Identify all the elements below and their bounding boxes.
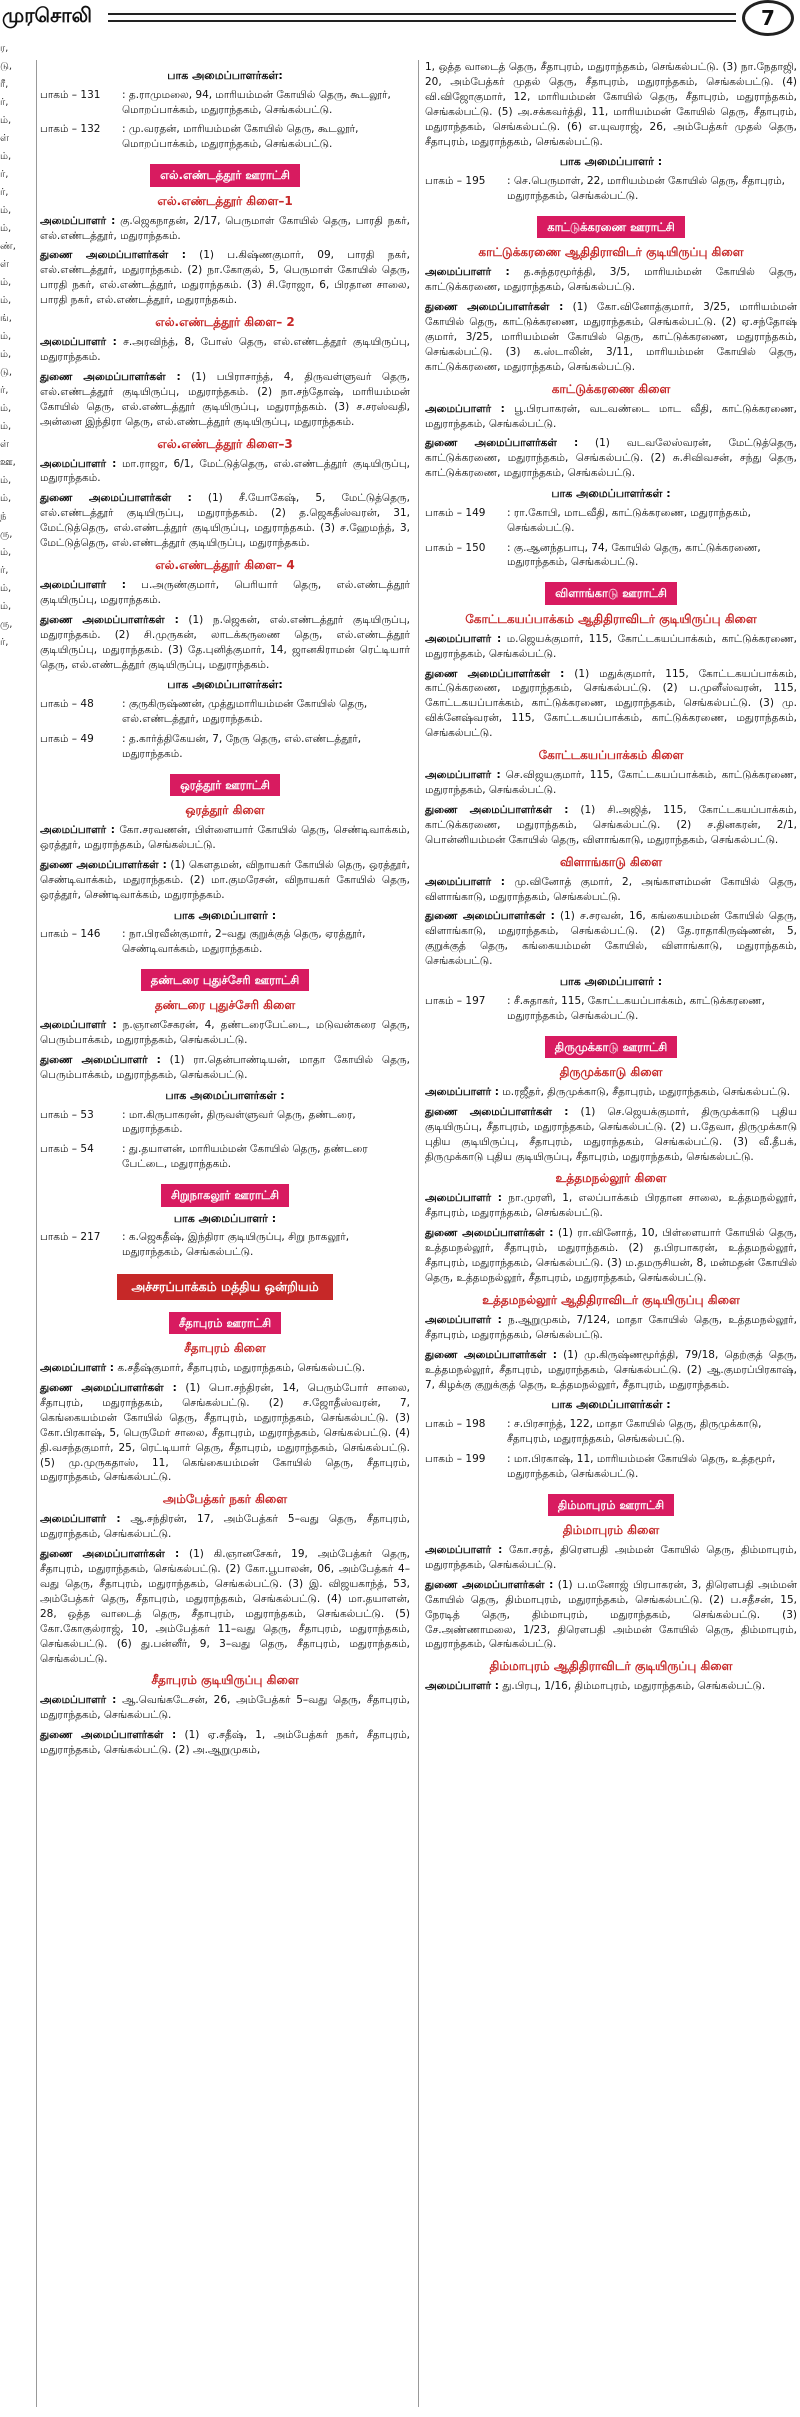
fragment-text: ம்,	[0, 223, 12, 234]
entry-label: அமைப்பாளர் :	[40, 1694, 117, 1707]
branch-heading: எல்.எண்டத்தூர் கிளை–3	[157, 436, 293, 451]
booth-organiser: : க.ஜெகதீஷ், இந்திரா குடியிருப்பு, சிறு நாகலூர், மதுராந்தகம், செங்கல்பட்டு.	[122, 1231, 350, 1259]
organiser-entry	[40, 1693, 410, 1723]
fragment-text: ம்,	[0, 277, 12, 288]
entry-text: (1) ப.மனோஜ் பிரபாகரன், 3, திரௌபதி அம்மன் கோயில் தெரு, திம்மாபுரம், மதுராந்தகம், செங்கல்பட்டு. (2) ப.சதீசன், 15, நேரடித் தெரு, திம்மாபுரம், மதுராந்தகம், செங்கல்பட்டு. (3) சே.அண்ணாமலை, 1/23, திரௌபதி அம்மன் கோயில் தெரு, திம்மாபுரம், மதுராந்தகம், செங்கல்பட்டு.	[425, 1578, 797, 1651]
fragment-text: ண்,	[0, 241, 16, 252]
section-heading: பாக அமைப்பாளர்கள் :	[551, 1398, 671, 1412]
section-heading: பாக அமைப்பாளர் :	[559, 975, 663, 989]
entry-label: அமைப்பாளர் :	[425, 1192, 502, 1205]
booth-number: பாகம் – 197	[425, 994, 486, 1007]
branch-heading: தண்டரை புதுச்சேரி கிளை	[154, 998, 296, 1013]
entry-label: அமைப்பாளர் :	[40, 336, 117, 349]
fragment-text: ம்,	[0, 493, 12, 504]
fragment-text: ர்,	[0, 187, 9, 198]
entry-text: (1) சி.அஜித், 115, கோட்டகயப்பாக்கம், காட்டுக்கரணை, மதுராந்தகம், செங்கல்பட்டு. (2) ச.தினகரன், 2/1, பொன்னியம்மன் கோயில் தெரு, விளாங்காடு, மதுராந்தகம், செங்கல்பட்டு.	[425, 803, 797, 846]
column-divider	[36, 60, 37, 2407]
deputy-entry	[425, 436, 797, 481]
fragment-text: ம்,	[0, 583, 12, 594]
organiser-entry	[40, 1361, 410, 1376]
booth-organiser: : நா.பிரவீன்குமார், 2–வது குறுக்குத் தெரு, ஏரத்தூர், செண்டிவாக்கம், மதுராந்தகம்.	[122, 928, 366, 956]
fragment-text: ந்	[0, 511, 7, 522]
fragment-text: ம்,	[0, 421, 12, 432]
fragment-text: ம்,	[0, 349, 12, 360]
fragment-text: ர்,	[0, 169, 9, 180]
entry-label: அமைப்பாளர் :	[40, 1019, 117, 1032]
fragment-text: ரு,	[0, 619, 13, 630]
entry-text: (1) பொ.சந்திரன், 14, பெரும்போர் சாலை, சீதாபுரம், மதுராந்தகம், செங்கல்பட்டு. (2) ச.ஜோதீஸ்வரன், 7, கெங்கையம்மன் கோயில் தெரு, சீதாபுரம், மதுராந்தகம், செங்கல்பட்டு. (3) கோ.பிரகாஷ், 5, பெருமேர் சாலை, சீதாபுரம், மதுராந்தகம், செங்கல்பட்டு. (4) தி.வசந்தகுமார், 25, ரெட்டியார் தெரு, சீதாபுரம், மதுராந்தகம், செங்கல்பட்டு. (5) மு.முருகதாஸ், 11, கெங்கையம்மன் கோயில் தெரு, சீதாபுரம், மதுராந்தகம், செங்கல்பட்டு.	[40, 1381, 410, 1484]
booth-organiser: : சீ.சுதாகர், 115, கோட்டகயப்பாக்கம், காட்டுக்கரணை, மதுராந்தகம், செங்கல்பட்டு.	[507, 994, 765, 1022]
organiser-entry	[425, 1679, 797, 1694]
booth-organiser: : குருகிருஷ்ணன், முத்துமாரியம்மன் கோயில் தெரு, எல்.எண்டத்தூர், மதுராந்தகம்.	[122, 698, 368, 725]
entry-text: மா.ராஜா, 6/1, மேட்டுத்தெரு, எல்.எண்டத்தூர் குடியிருப்பு, மதுராந்தகம்.	[40, 457, 410, 485]
deputy-entry	[40, 1728, 410, 1758]
entry-label: துணை அமைப்பாளர்கள் :	[425, 1227, 554, 1240]
organiser-entry	[425, 265, 797, 295]
entry-label: அமைப்பாளர் :	[425, 769, 501, 782]
deputy-entry	[425, 1348, 797, 1393]
section-heading: பாக அமைப்பாளர்கள்:	[167, 678, 283, 692]
branch-heading: எல்.எண்டத்தூர் கிளை– 2	[155, 315, 295, 330]
entry-text: க.சதீஷ்குமார், சீதாபுரம், மதுராந்தகம், செங்கல்பட்டு.	[113, 1362, 366, 1375]
entry-text: து.பிரபு, 1/16, திம்மாபுரம், மதுராந்தகம், செங்கல்பட்டு.	[498, 1680, 766, 1693]
deputy-entry	[40, 491, 410, 551]
entry-label: துணை அமைப்பாளர்கள் :	[40, 1381, 177, 1394]
branch-heading: அம்பேத்கர் நகர் கிளை	[162, 1492, 288, 1507]
entry-text: கு.ஜெகநாதன், 2/17, பெருமாள் கோயில் தெரு, பாரதி நகர், எல்.எண்டத்தூர், மதுராந்தகம்.	[40, 214, 411, 242]
section-heading: பாக அமைப்பாளர்கள்:	[167, 69, 283, 82]
deputy-entry	[425, 300, 797, 375]
entry-text: ம.ஜெயக்குமார், 115, கோட்டகயப்பாக்கம், காட்டுக்கரணை, மதுராந்தகம், செங்கல்பட்டு.	[425, 632, 798, 660]
newspaper-name: முரசொலி	[2, 3, 92, 27]
entry-label: துணை அமைப்பாளர்கள் :	[40, 370, 181, 383]
organiser-entry	[425, 1191, 797, 1221]
entry-label: அமைப்பாளர் :	[425, 1680, 499, 1693]
panchayat-heading: திம்மாபுரம் ஊராட்சி	[425, 1494, 797, 1516]
entry-label: அமைப்பாளர் :	[40, 579, 126, 591]
entry-text: கோ.சரவணன், பிள்ளையார் கோயில் தெரு, செண்டிவாக்கம், ஒரத்தூர், மதுராந்தகம், செங்கல்பட்டு.	[40, 824, 411, 851]
fragment-text: ள்	[0, 439, 10, 450]
masthead	[0, 0, 800, 34]
entry-label: துணை அமைப்பாளர்கள் :	[40, 858, 167, 871]
masthead-rule	[108, 13, 736, 22]
booth-number: பாகம் – 54	[40, 1143, 94, 1156]
section-heading: பாக அமைப்பாளர்கள் :	[551, 487, 671, 501]
organiser-entry	[425, 402, 797, 432]
branch-heading: உத்தமநல்லூர் கிளை	[555, 1171, 667, 1186]
panchayat-heading: எல்.எண்டத்தூர் ஊராட்சி	[40, 164, 410, 186]
entry-text: ஆ.வெங்கடேசன், 26, அம்பேத்கர் 5–வது தெரு, சீதாபுரம், மதுராந்தகம், செங்கல்பட்டு.	[40, 1694, 410, 1722]
booth-row	[425, 506, 797, 536]
booth-number: பாகம் – 53	[40, 1108, 94, 1121]
fragment-text: ரு,	[0, 529, 13, 540]
booth-organiser: : த.ராமுமலை, 94, மாரியம்மன் கோயில் தெரு, கூடலூர், மொறப்பாக்கம், மதுராந்தகம், செங்கல்பட்டு.	[122, 88, 391, 116]
entry-text: கோ.சரத், திரௌபதி அம்மன் கோயில் தெரு, திம்மாபுரம், மதுராந்தகம், செங்கல்பட்டு.	[425, 1544, 797, 1571]
page-number-badge: 7	[742, 0, 794, 36]
branch-heading: விளாங்காடு கிளை	[559, 854, 663, 869]
deputy-entry	[425, 667, 797, 742]
entry-text: ந.ஞானசேகரன், 4, தண்டரைபேட்டை, மடுவன்கரை தெரு, பெரும்பாக்கம், மதுராந்தகம், செங்கல்பட்டு.	[40, 1019, 411, 1047]
fragment-text: ம்,	[0, 475, 12, 486]
fragment-text: ள்	[0, 259, 10, 270]
organiser-entry	[40, 1512, 410, 1542]
entry-label: துணை அமைப்பாளர்கள் :	[40, 1548, 180, 1561]
booth-number: பாகம் – 131	[40, 88, 101, 101]
branch-heading: காட்டுக்கரணை ஆதிதிராவிடர் குடியிருப்பு கிளை	[478, 245, 744, 260]
deputy-entry	[425, 1578, 797, 1653]
booth-organiser: : ச.பிரசாந்த், 122, மாதா கோயில் தெரு, திருமுக்காடு, சீதாபுரம், மதுராந்தகம், செங்கல்பட்டு.	[507, 1418, 762, 1445]
organiser-entry	[40, 823, 410, 853]
booth-row	[40, 1230, 410, 1260]
panchayat-heading: சீதாபுரம் ஊராட்சி	[40, 1312, 410, 1334]
entry-label: துணை அமைப்பாளர்கள் :	[425, 1348, 557, 1361]
entry-text: (1) ரா.வினோத், 10, பிள்ளையார் கோயில் தெரு, உத்தமநல்லூர், சீதாபுரம், மதுராந்தகம். (2) த.பிரபாகரன், உத்தமநல்லூர், சீதாபுரம், மதுராந்தகம், செங்கல்பட்டு. (3) ம.தமருசியன், 8, மன்மதன் கோயில் தெரு, உத்தமநல்லூர், சீதாபுரம், மதுராந்தகம், செங்கல்பட்டு.	[425, 1227, 797, 1284]
organiser-entry	[40, 578, 410, 608]
entry-text: (1) சீ.யோகேஷ், 5, மேட்டுத்தெரு, எல்.எண்டத்தூர் குடியிருப்பு, மதுராந்தகம். (2) த.ஜெகதீஸ்வரன், 31, மேட்டுத்தெரு, எல்.எண்டத்தூர் குடியிருப்பு, மதுராந்தகம். (3) ச.ஹேமந்த், 3, மேட்டுத்தெரு, எல்.எண்டத்தூர் குடியிருப்பு, மதுராந்தகம்.	[40, 492, 411, 550]
entry-text: (1) மதுக்குமார், 115, கோட்டகயப்பாக்கம், காட்டுக்கரணை, மதுராந்தகம், செங்கல்பட்டு. (2) ப.முனீஸ்வரன், 115, கோட்டகயப்பாக்கம், காட்டுக்கரணை, மதுராந்தகம், செங்கல்பட்டு. (3) மு. விக்னேஷ்வரன், 115, கோட்டகயப்பாக்கம், காட்டுக்கரணை, மதுராந்தகம், செங்கல்பட்டு.	[425, 667, 798, 740]
branch-heading: உத்தமநல்லூர் ஆதிதிராவிடர் குடியிருப்பு கிளை	[482, 1292, 740, 1307]
fragment-text: ம்,	[0, 151, 12, 162]
entry-label: அமைப்பாளர் :	[425, 1085, 499, 1098]
deputy-entry	[40, 1053, 410, 1083]
deputy-entry	[40, 1381, 410, 1485]
deputy-entry	[425, 803, 797, 848]
entry-text: ஆ.சந்திரன், 17, அம்பேத்கர் 5–வது தெரு, சீதாபுரம், மதுராந்தகம், செங்கல்பட்டு.	[40, 1513, 410, 1541]
entry-label: துணை அமைப்பாளர்கள் :	[40, 613, 179, 626]
deputy-entry	[40, 248, 410, 308]
entry-label: துணை அமைப்பாளர்கள் :	[425, 301, 564, 314]
entry-text: (1) கௌதமன், விநாயகர் கோயில் தெரு, ஒரத்தூர், செண்டிவாக்கம், மதுராந்தகம். (2) மா.குமரேசன், விநாயகர் கோயில் தெரு, ஒரத்தூர், செண்டிவாக்கம், மதுராந்தகம்.	[40, 858, 411, 901]
fragment-text: ம்,	[0, 601, 12, 612]
fragment-text: ர்,	[0, 565, 9, 576]
entry-label: துணை அமைப்பாளர்கள் :	[425, 667, 565, 680]
booth-number: பாகம் – 49	[40, 732, 94, 745]
booth-number: பாகம் – 198	[425, 1418, 486, 1431]
deputy-entry	[425, 1105, 797, 1165]
fragment-text: ரீ,	[0, 79, 9, 90]
deputy-entry	[425, 1226, 797, 1286]
deputy-entry	[40, 613, 410, 673]
branch-heading: திருமுக்காடு கிளை	[559, 1064, 663, 1079]
deputy-entry	[40, 858, 410, 903]
organiser-entry	[425, 768, 797, 798]
entry-text: (1) ஏ.சதீஷ், 1, அம்பேத்கர் நகர், சீதாபுரம், மதுராந்தகம், செங்கல்பட்டு. (2) அ.ஆறுமுகம்,	[40, 1729, 410, 1757]
left-edge-fragments	[0, 42, 26, 654]
entry-label: துணை அமைப்பாளர்கள் :	[40, 249, 186, 262]
continued-text: 1, ஒத்த வாடைத் தெரு, சீதாபுரம், மதுராந்தகம், செங்கல்பட்டு. (3) நா.நேதாஜி, 20, அம்பேத்கர் முதல் தெரு, சீதாபுரம், மதுராந்தகம், செங்கல்பட்டு. (4) வி.விஜோகுமார், 12, மாரியம்மன் கோயில் தெரு, சீதாபுரம், மதுராந்தகம், செங்கல்பட்டு. (5) அ.சக்கவர்த்தி, 11, மாரியம்மன் கோயில் தெரு, சீதாபுரம், மதுராந்தகம், செங்கல்பட்டு. (6) எ.யுவராஜ், 26, அம்பேத்கர் முதல் தெரு, சீதாபுரம், மதுராந்தகம், செங்கல்பட்டு.	[425, 61, 797, 148]
entry-text: (1) கி.ஞானசேகர், 19, அம்பேத்கர் தெரு, சீதாபுரம், மதுராந்தகம், செங்கல்பட்டு. (2) கோ.பூபாலன், 06, அம்பேத்கர் 4–வது தெரு, சீதாபுரம், மதுராந்தகம், செங்கல்பட்டு. (3) இ. விஜயகாந்த், 53, அம்பேத்கர் தெரு, சீதாபுரம், மதுராந்தகம், செங்கல்பட்டு. (4) மா.தயாளன், 28, ஒத்த வாடைத் தெரு, சீதாபுரம், மதுராந்தகம், செங்கல்பட்டு. (5) கோ.கோகுல்ராஜ், 10, அம்பேத்கர் 11–வது தெரு, சீதாபுரம், மதுராந்தகம், செங்கல்பட்டு. (6) து.பன்னீர், 9, 3–வது தெரு, சீதாபுரம், மதுராந்தகம், செங்கல்பட்டு.	[40, 1548, 411, 1665]
entry-text: (1) ந.ஜெகன், எல்.எண்டத்தூர் குடியிருப்பு, மதுராந்தகம். (2) சி.முருகன், லாடக்கருணை தெரு, எல்.எண்டத்தூர் குடியிருப்பு, மதுராந்தகம். (3) தே.புனித்குமார், 14, ஜானகிராமன் ரெட்டியார் தெரு, எல்.எண்டத்தூர் குடியிருப்பு, மதுராந்தகம்.	[40, 613, 411, 671]
branch-heading: காட்டுக்கரணை கிளை	[551, 381, 671, 396]
booth-row	[40, 1108, 410, 1138]
booth-organiser: : செ.பெருமாள், 22, மாரியம்மன் கோயில் தெரு, சீதாபுரம், மதுராந்தகம், செங்கல்பட்டு.	[507, 175, 786, 202]
entry-text: (1) வடவலேஸ்வரன், மேட்டுத்தெரு, காட்டுக்கரணை, மதுராந்தகம், செங்கல்பட்டு. (2) சு.சிவிவசன், சந்து தெரு, காட்டுக்கரணை, மதுராந்தகம், செங்கல்பட்டு.	[425, 437, 797, 480]
panchayat-heading: ஒரத்தூர் ஊராட்சி	[40, 774, 410, 796]
fragment-text: ம்,	[0, 115, 12, 126]
branch-heading: திம்மாபுரம் ஆதிதிராவிடர் குடியிருப்பு கிளை	[489, 1659, 733, 1674]
entry-text: பூ.பிரபாகரன், வடவண்டை மாட வீதி, காட்டுக்கரணை, மதுராந்தகம், செங்கல்பட்டு.	[425, 402, 797, 430]
fragment-text: ம்,	[0, 331, 12, 342]
entry-text: (1) பபிராசாந்த், 4, திருவள்ளுவர் தெரு, எல்.எண்டத்தூர் குடியிருப்பு, மதுராந்தகம். (2) நா.சந்தோஷ், மாரியம்மன் கோயில் தெரு, எல்.எண்டத்தூர் குடியிருப்பு, மதுராந்தகம். (3) ச.சரஸ்வதி, அன்னை இந்திரா தெரு, எல்.எண்டத்தூர் குடியிருப்பு, மதுராந்தகம்.	[40, 370, 410, 428]
fragment-text: ர்,	[0, 637, 9, 648]
organiser-entry	[425, 1085, 797, 1100]
entry-label: துணை அமைப்பாளர்கள் :	[40, 492, 192, 505]
entry-text: மு.வினோத் குமார், 2, அங்காளம்மன் கோயில் தெரு, விளாங்காடு, மதுராந்தகம், செங்கல்பட்டு.	[425, 875, 797, 903]
left-column	[40, 64, 410, 1763]
booth-number: பாகம் – 48	[40, 698, 94, 711]
booth-number: பாகம் – 195	[425, 175, 486, 188]
booth-number: பாகம் – 199	[425, 1452, 486, 1465]
section-heading: பாக அமைப்பாளர் :	[173, 908, 277, 922]
fragment-text: ங்,	[0, 313, 12, 324]
entry-text: ப.அருண்குமார், பெரியார் தெரு, எல்.எண்டத்தூர் குடியிருப்பு, மதுராந்தகம்.	[40, 579, 411, 606]
organiser-entry	[40, 1018, 410, 1048]
entry-label: அமைப்பாளர் :	[425, 1544, 503, 1557]
fragment-text: ள்	[0, 133, 10, 144]
booth-row	[425, 1417, 797, 1447]
entry-label: துணை அமைப்பாளர்கள் :	[40, 1729, 177, 1742]
entry-label: அமைப்பாளர் :	[40, 457, 117, 470]
booth-organiser: : த.கார்த்திகேயன், 7, நேரு தெரு, எல்.எண்டத்தூர், மதுராந்தகம்.	[122, 732, 362, 760]
panchayat-heading: தண்டரை புதுச்சேரி ஊராட்சி	[40, 969, 410, 991]
booth-number: பாகம் – 132	[40, 123, 101, 136]
branch-heading: எல்.எண்டத்தூர் கிளை– 4	[155, 557, 295, 572]
booth-row	[40, 1142, 410, 1172]
column-divider	[418, 60, 419, 2407]
fragment-text: ம்,	[0, 547, 12, 558]
fragment-text: ர,	[0, 43, 9, 54]
entry-text: (1) செ.ஜெயக்குமார், திருமுக்காடு புதிய குடியிருப்பு, சீதாபுரம், மதுராந்தகம், செங்கல்பட்டு. (2) ப.தேவா, திருமுக்காடு புதிய குடியிருப்பு, சீதாபுரம், மதுராந்தகம், செங்கல்பட்டு. (3) வீ.தீபக், திருமுக்காடு புதிய குடியிருப்பு, சீதாபுரம், மதுராந்தகம், செங்கல்பட்டு.	[425, 1105, 797, 1163]
booth-number: பாகம் – 149	[425, 506, 486, 519]
booth-organiser: : மா.கிருபாகரன், திருவள்ளுவர் தெரு, தண்டரை, மதுராந்தகம்.	[122, 1108, 356, 1136]
booth-number: பாகம் – 146	[40, 928, 101, 941]
booth-row	[425, 994, 797, 1024]
organiser-entry	[425, 1313, 797, 1343]
entry-label: அமைப்பாளர் :	[425, 875, 506, 888]
fragment-text: ம்,	[0, 205, 12, 216]
entry-label: அமைப்பாளர் :	[425, 402, 505, 415]
entry-text: செ.விஜயகுமார், 115, கோட்டகயப்பாக்கம், காட்டுக்கரணை, மதுராந்தகம், செங்கல்பட்டு.	[425, 769, 798, 796]
entry-text: (1) ப.கிஷ்ணகுமார், 09, பாரதி நகர், எல்.எண்டத்தூர், மதுராந்தகம். (2) நா.கோகுல், 5, பெருமாள் கோயில் தெரு, பாரதி நகர், எல்.எண்டத்தூர், மதுராந்தகம். (3) சி.ரோஜா, 6, பிரதான சாலை, பாரதி நகர், எல்.எண்டத்தூர், மதுராந்தகம்.	[40, 249, 410, 307]
entry-text: (1) ச.சரவன், 16, கங்கையம்மன் கோயில் தெரு, விளாங்காடு, மதுராந்தகம், செங்கல்பட்டு. (2) தே.ராதாகிருஷ்ணன், 5, குறுக்குத் தெரு, கங்கையம்மன் கோயில், விளாங்காடு, மதுராந்தகம், செங்கல்பட்டு.	[425, 910, 798, 968]
booth-organiser: : ரா.கோபி, மாடவீதி, காட்டுக்கரணை, மதுராந்தகம், செங்கல்பட்டு.	[507, 506, 751, 534]
booth-number: பாகம் – 150	[425, 541, 486, 554]
panchayat-heading: காட்டுக்கரணை ஊராட்சி	[425, 216, 797, 238]
entry-label: துணை அமைப்பாளர்கள் :	[425, 437, 579, 450]
fragment-text: ம்,	[0, 295, 12, 306]
deputy-entry	[425, 909, 797, 969]
fragment-text: டு,	[0, 367, 13, 378]
entry-label: அமைப்பாளர் :	[425, 266, 510, 279]
branch-heading: சீதாபுரம் குடியிருப்பு கிளை	[151, 1673, 299, 1688]
entry-label: அமைப்பாளர் :	[425, 1313, 502, 1326]
branch-heading: கோட்டகயப்பாக்கம் கிளை	[538, 748, 684, 763]
branch-heading: சீதாபுரம் கிளை	[184, 1341, 266, 1356]
entry-label: துணை அமைப்பாளர்கள் :	[425, 910, 555, 923]
panchayat-heading: திருமுக்காடு ஊராட்சி	[425, 1036, 797, 1058]
entry-label: அமைப்பாளர் :	[40, 824, 115, 837]
entry-label: அமைப்பாளர் :	[40, 1362, 114, 1375]
booth-row	[425, 174, 797, 204]
entry-text: (1) கோ.வினோத்குமார், 3/25, மாரியம்மன் கோயில் தெரு, காட்டுக்கரணை, மதுராந்தகம், செங்கல்பட்டு. (2) ஏ.சந்தோஷ் குமார், 3/25, மாரியம்மன் கோயில் தெரு, காட்டுக்கரணை, மதுராந்தகம், செங்கல்பட்டு. (3) க.ஸ்டாலின், 3/11, மாரியம்மன் கோயில் தெரு, காட்டுக்கரணை, மதுராந்தகம், செங்கல்பட்டு.	[425, 301, 798, 373]
union-heading: அச்சரப்பாக்கம் மத்திய ஒன்றியம்	[40, 1274, 410, 1300]
section-heading: பாக அமைப்பாளர்கள் :	[165, 1088, 285, 1102]
booth-organiser: : மு.வரதன், மாரியம்மன் கோயில் தெரு, கூடலூர், மொறப்பாக்கம், மதுராந்தகம், செங்கல்பட்டு.	[122, 123, 359, 151]
entry-text: ந.ஆறுமுகம், 7/124, மாதா கோயில் தெரு, உத்தமநல்லூர், சீதாபுரம், மதுராந்தகம், செங்கல்பட்டு.	[425, 1313, 798, 1341]
section-heading: பாக அமைப்பாளர் :	[559, 155, 663, 169]
fragment-text: டு,	[0, 61, 13, 72]
entry-text: (1) ரா.தென்பாண்டியன், மாதா கோயில் தெரு, பெரும்பாக்கம், மதுராந்தகம், செங்கல்பட்டு.	[40, 1054, 410, 1082]
booth-row	[425, 541, 797, 571]
branch-heading: திம்மாபுரம் கிளை	[562, 1523, 660, 1537]
booth-row	[40, 732, 410, 762]
right-column	[425, 60, 797, 1699]
branch-heading: கோட்டகயப்பாக்கம் ஆதிதிராவிடர் குடியிருப்பு கிளை	[465, 611, 757, 626]
entry-label: அமைப்பாளர் :	[425, 632, 502, 645]
entry-text: ம.ரஜீதர், திருமுக்காடு, சீதாபுரம், மதுராந்தகம், செங்கல்பட்டு.	[498, 1085, 791, 1098]
organiser-entry	[40, 457, 410, 487]
fragment-text: ர்,	[0, 385, 9, 396]
booth-organiser: : மா.பிரகாஷ், 11, மாரியம்மன் கோயில் தெரு, உத்தமூர், மதுராந்தகம், செங்கல்பட்டு.	[507, 1452, 776, 1480]
deputy-entry	[40, 1547, 410, 1666]
organiser-entry	[425, 1543, 797, 1573]
booth-number: பாகம் – 217	[40, 1231, 101, 1244]
entry-label: துணை அமைப்பாளர் :	[40, 1054, 161, 1067]
entry-label: அமைப்பாளர் :	[40, 1513, 121, 1526]
booth-organiser: : கு.ஆனந்தபாபு, 74, கோயில் தெரு, காட்டுக்கரணை, மதுராந்தகம், செங்கல்பட்டு.	[507, 541, 761, 569]
booth-row	[40, 122, 410, 152]
organiser-entry	[40, 214, 410, 244]
fragment-text: ஊ,	[0, 457, 16, 468]
organiser-entry	[425, 875, 797, 905]
booth-row	[425, 1452, 797, 1482]
entry-label: அமைப்பாளர் :	[40, 214, 116, 227]
deputy-entry	[40, 370, 410, 430]
panchayat-heading: விளாங்காடு ஊராட்சி	[425, 582, 797, 604]
entry-text: நா.முரளி, 1, எலப்பாக்கம் பிரதான சாலை, உத்தமநல்லூர், சீதாபுரம், மதுராந்தகம், செங்கல்பட்டு.	[425, 1192, 797, 1220]
entry-text: ச.அரவிந்த், 8, போஸ் தெரு, எல்.எண்டத்தூர் குடியிருப்பு, மதுராந்தகம்.	[40, 336, 410, 363]
branch-heading: எல்.எண்டத்தூர் கிளை–1	[157, 193, 293, 208]
fragment-text: ர்,	[0, 97, 9, 108]
entry-label: துணை அமைப்பாளர்கள் :	[425, 803, 569, 816]
entry-text: (1) மு.கிருஷ்ணமூர்த்தி, 79/18, தெற்குத் தெரு, உத்தமநல்லூர், சீதாபுரம், மதுராந்தகம், செங்கல்பட்டு. (2) ஆ.குமரப்பிரகாஷ், 7, கிழக்கு குறுக்குத் தெரு, உத்தமநல்லூர், சீதாபுரம், மதுராந்தகம்.	[425, 1348, 798, 1391]
panchayat-heading: சிறுநாகலூர் ஊராட்சி	[40, 1184, 410, 1206]
booth-row	[40, 927, 410, 957]
branch-heading: ஒரத்தூர் கிளை	[185, 803, 265, 817]
section-heading: பாக அமைப்பாளர் :	[173, 1211, 277, 1225]
booth-row	[40, 88, 410, 118]
entry-label: துணை அமைப்பாளர்கள் :	[425, 1105, 569, 1118]
entry-label: துணை அமைப்பாளர்கள் :	[425, 1578, 554, 1591]
organiser-entry	[425, 632, 797, 662]
entry-text: த.சுந்தரமூர்த்தி, 3/5, மாரியம்மன் கோயில் தெரு, காட்டுக்கரணை, மதுராந்தகம், செங்கல்பட்டு.	[425, 266, 798, 294]
organiser-entry	[40, 335, 410, 365]
booth-organiser: : து.தயாளன், மாரியம்மன் கோயில் தெரு, தண்டரை பேட்டை, மதுராந்தகம்.	[122, 1143, 368, 1171]
fragment-text: ம்,	[0, 403, 12, 414]
booth-row	[40, 697, 410, 727]
